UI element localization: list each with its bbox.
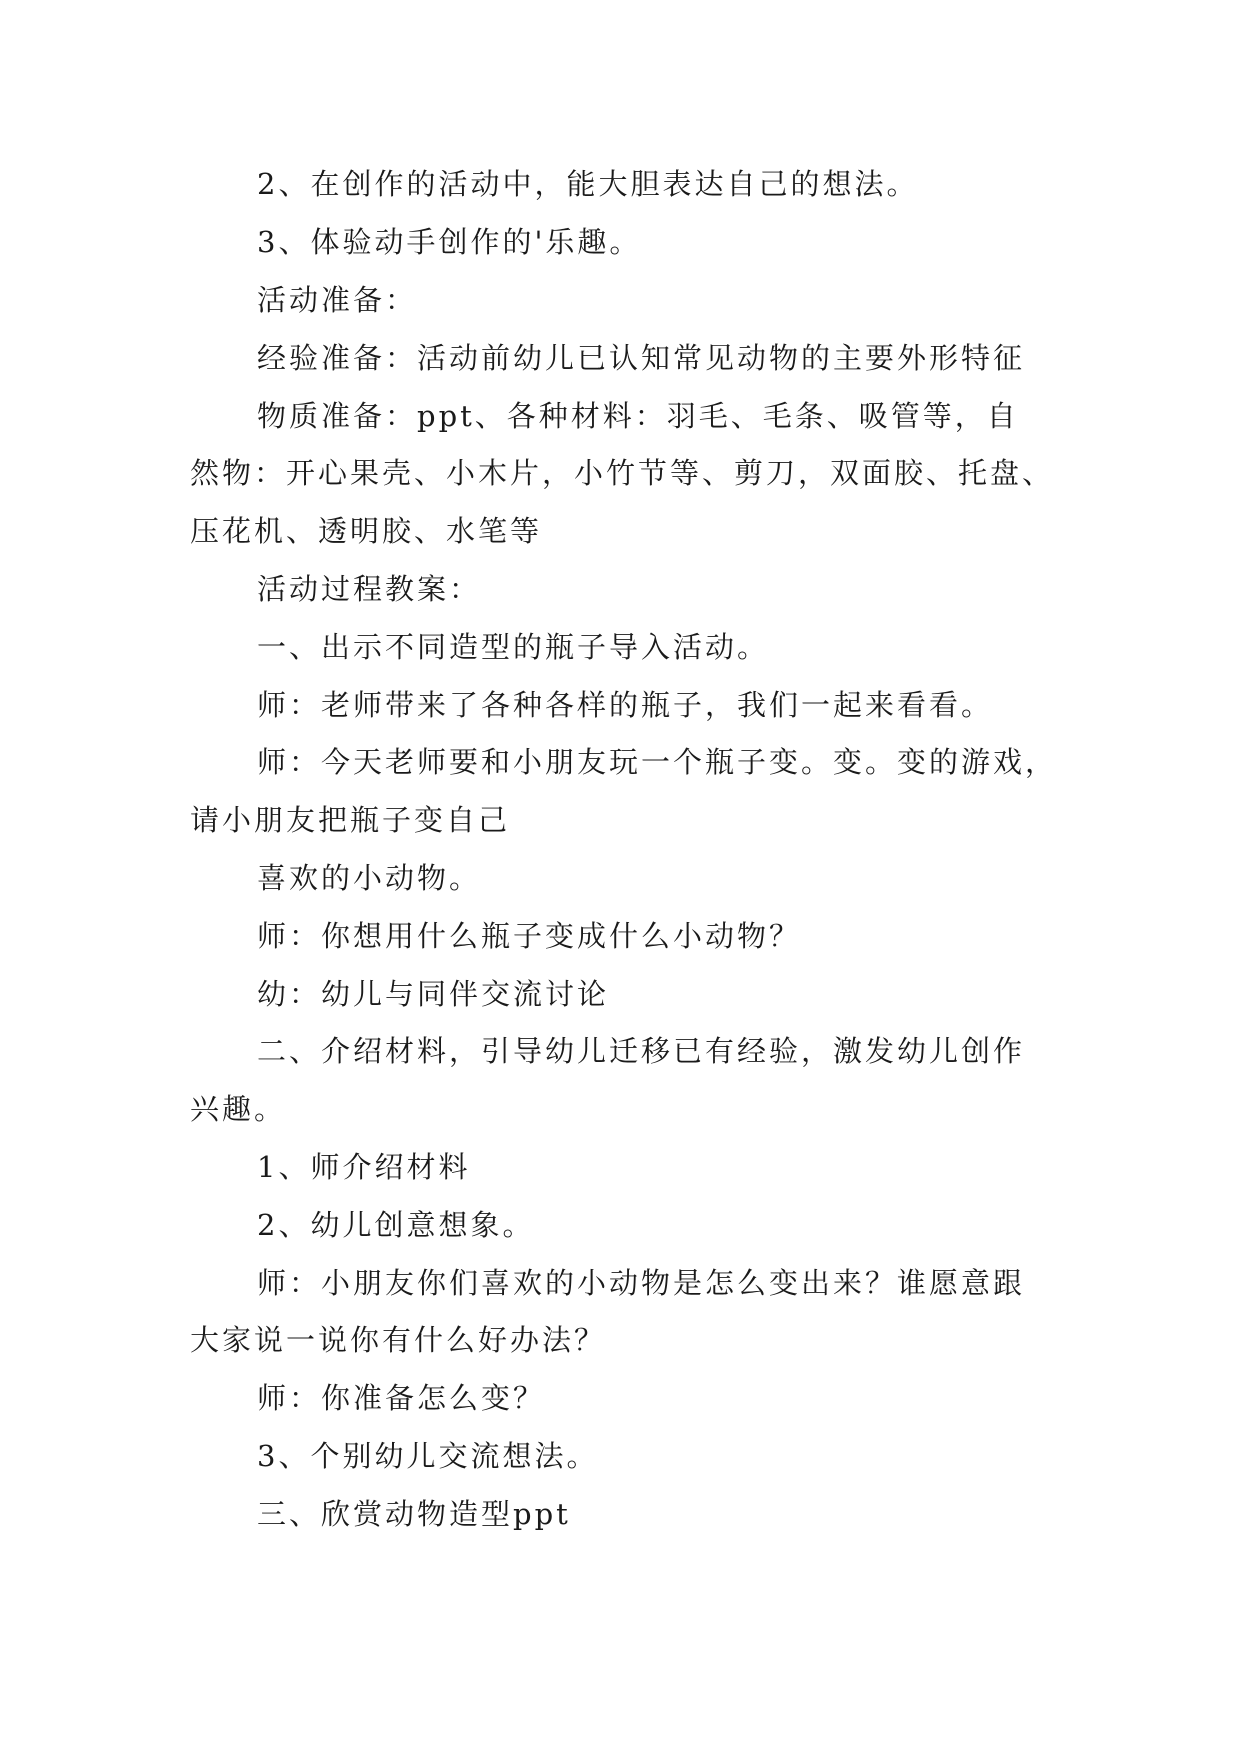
step-heading-3: 三、欣赏动物造型ppt — [257, 1497, 571, 1531]
text-line-goal-3: 3、体验动手创作的'乐趣。 — [257, 225, 642, 259]
text-line-teacher-2: 师：今天老师要和小朋友玩一个瓶子变。变。变的游戏， — [257, 745, 1058, 779]
step-heading-2-cont: 兴趣。 — [190, 1092, 287, 1126]
text-line-substep-3: 3、个别幼儿交流想法。 — [257, 1439, 599, 1473]
text-line-substep-2: 2、幼儿创意想象。 — [257, 1208, 535, 1242]
text-line-child-1: 幼：幼儿与同伴交流讨论 — [257, 977, 610, 1011]
text-line-substep-1: 1、师介绍材料 — [257, 1150, 471, 1184]
text-line-teacher-4-cont: 大家说一说你有什么好办法？ — [190, 1323, 607, 1357]
text-line-teacher-4: 师：小朋友你们喜欢的小动物是怎么变出来？谁愿意跟 — [257, 1266, 1026, 1300]
section-heading-preparation: 活动准备： — [257, 283, 418, 317]
text-line-experience-prep: 经验准备：活动前幼儿已认知常见动物的主要外形特征 — [257, 341, 1026, 375]
text-line-teacher-5: 师：你准备怎么变？ — [257, 1381, 546, 1415]
text-line-goal-2: 2、在创作的活动中，能大胆表达自己的想法。 — [257, 167, 919, 201]
text-line-material-prep: 物质准备：ppt、各种材料：羽毛、毛条、吸管等，自 — [257, 399, 1019, 433]
step-heading-2: 二、介绍材料，引导幼儿迁移已有经验，激发幼儿创作 — [257, 1034, 1026, 1068]
text-line-teacher-2-cont: 请小朋友把瓶子变自己 — [190, 803, 511, 837]
text-line-teacher-1: 师：老师带来了各种各样的瓶子，我们一起来看看。 — [257, 688, 994, 722]
step-heading-1: 一、出示不同造型的瓶子导入活动。 — [257, 630, 770, 664]
text-line-material-prep-end: 压花机、透明胶、水笔等 — [190, 514, 543, 548]
text-line-teacher-3: 师：你想用什么瓶子变成什么小动物？ — [257, 919, 802, 953]
section-heading-process: 活动过程教案： — [257, 572, 482, 606]
text-line-material-prep-cont: 然物：开心果壳、小木片，小竹节等、剪刀，双面胶、托盘、 — [190, 456, 1055, 490]
text-line-teacher-2-end: 喜欢的小动物。 — [257, 861, 482, 895]
